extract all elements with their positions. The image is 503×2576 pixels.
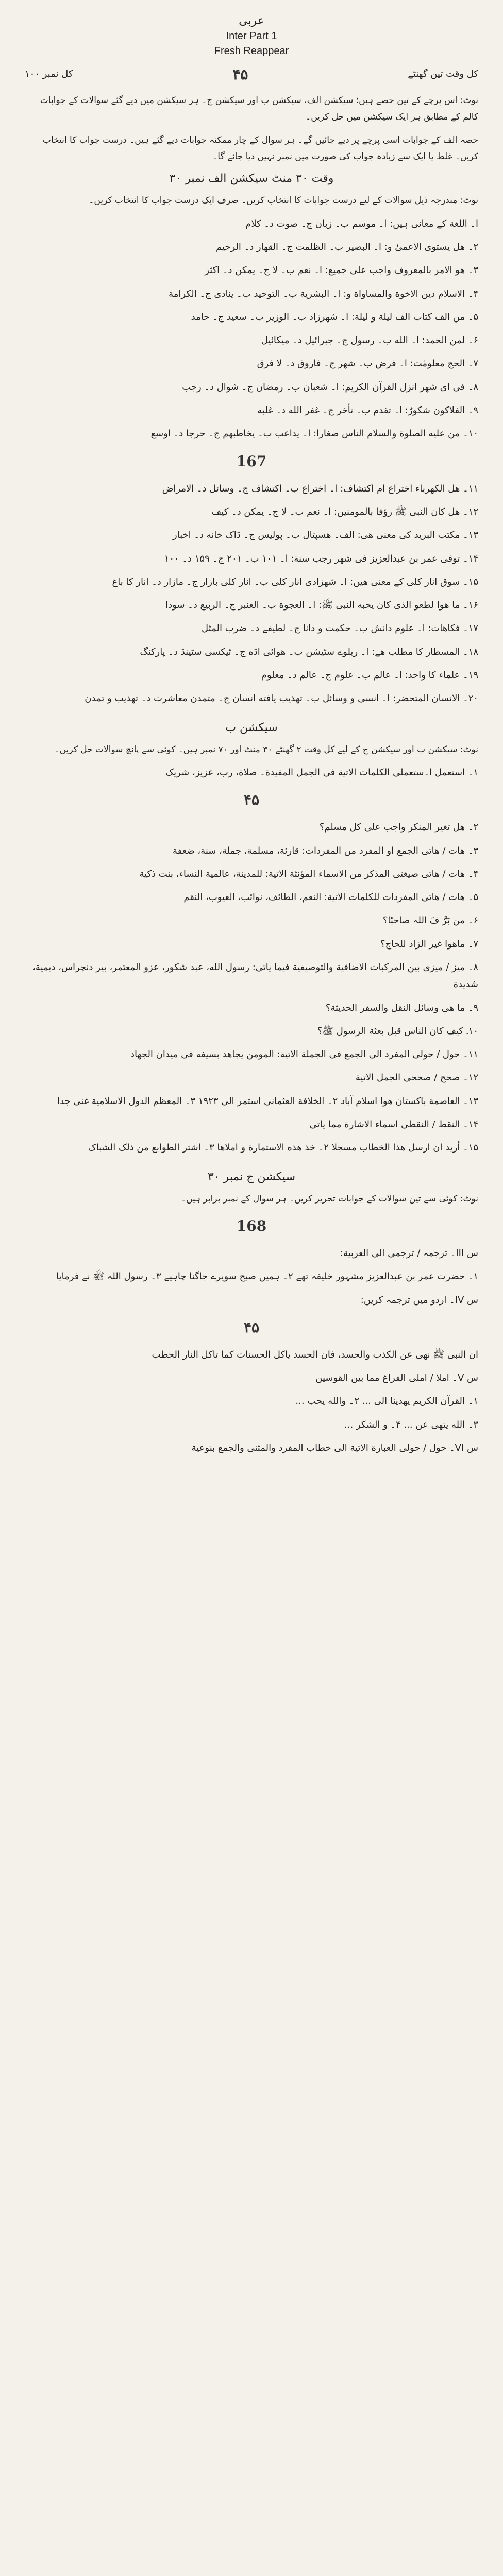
question-a1: ا۔ اللغة کے معانی ہیں: ا۔ موسم ب۔ زبان ج۔ صوت د۔ کلام <box>245 218 478 229</box>
question-c2: ۱۔ حضرت عمر بن عبدالعزیز مشہور خلیفہ تھے ۲۔ ہمیں صبح سویرے جاگنا چاہیے ۳۔ رسول اللہ ﷺ نے فرمایا <box>56 1271 478 1282</box>
question-b10: ۱۰۔ کیف کان الناس قبل بعثة الرسول ﷺ؟ <box>317 1025 478 1037</box>
section-b-note: نوٹ: سیکشن ب اور سیکشن ج کے لیے کل وقت ۲ گھنٹے ۳۰ منٹ اور ۷۰ نمبر ہیں۔ کوئی سے پانچ سوالات حل کریں۔ <box>54 744 478 755</box>
section-c-note: نوٹ: کوئی سے تین سوالات کے جوابات تحریر کریں۔ ہر سوال کے نمبر برابر ہیں۔ <box>181 1193 478 1204</box>
question-a20: ۲۰۔ الانسان المتحضر: ا۔ انسی و وسائل ب۔ تهذیب یافته انسان ج۔ متمدن معاشرت د۔ تهذیب و تمدن <box>85 693 478 704</box>
question-a6: ۶۔ لمن الحمد: ا۔ الله ب۔ رسول ج۔ جبرائیل د۔ میکائیل <box>261 335 478 346</box>
question-c3: س IV۔ اردو میں ترجمہ کریں: <box>360 1294 478 1306</box>
question-c1: س III۔ ترجمہ / ترجمی الی العربیة: <box>340 1247 478 1259</box>
question-a11: ۱۱۔ هل الکهرباء اختراع ام اکتشاف: ا۔ اختراع ب۔ اکتشاف ج۔ وسائل د۔ الامراض <box>162 483 478 494</box>
question-a12: ۱۲۔ هل کان النبی ﷺ رؤفا بالمومنین: ا۔ نعم ب۔ لا ج۔ یمکن د۔ کیف <box>211 506 478 517</box>
question-a10: ۱۰۔ من علیه الصلوة والسلام الناس صغارا: ا۔ یداعب ب۔ یخاطبهم ج۔ حرجا د۔ اوسع <box>150 428 478 439</box>
question-c6: ۱۔ القرآن الکریم یهدینا الی ... ۲۔ والله یحب ... <box>295 1396 478 1407</box>
exam-type: Fresh Reappear <box>214 45 289 57</box>
section-a-note: نوٹ: مندرجہ ذیل سوالات کے لیے درست جوابات کا انتخاب کریں۔ صرف ایک درست جواب کا انتخاب کریں۔ <box>89 195 478 206</box>
total-time: کل وقت تین گھنٹے <box>408 69 478 79</box>
question-b11: ۱۱۔ حول / حولی المفرد الی الجمع فی الجملة الاتیة: المومن یجاهد بسیفه فی میدان الجهاد <box>130 1049 478 1060</box>
header-meta <box>25 60 478 88</box>
question-c5: س V۔ املا / املی الفراغ مما بین القوسین <box>315 1372 478 1384</box>
question-b12: ۱۲۔ صحح / صححی الجمل الاتیة <box>355 1072 478 1083</box>
section-a-heading: وقت ۳۰ منٹ سیکشن الف نمبر ۳۰ <box>169 172 334 185</box>
question-b15: ۱۵۔ أرید ان ارسل هذا الخطاب مسجلا ۲۔ خذ هذه الاستمارة و املاها ۳۔ اشتر الطوابع من ذلک الشباک <box>88 1142 478 1154</box>
question-a3: ۳۔ هو الامر بالمعروف واجب علی جمیع: ا۔ نعم ب۔ لا ج۔ یمکن د۔ اکثر <box>205 265 478 276</box>
stamp-2: 167 <box>236 452 267 470</box>
subject-title: عربی <box>239 14 264 27</box>
section-b-heading: سیکشن ب <box>225 721 278 734</box>
question-a18: ۱۸۔ المسطار کا مطلب هے: ا۔ ریلوے سٹیشن ب۔ هوائی اڈه ج۔ ٹیکسی سٹینڈ د۔ پارکنگ <box>140 646 478 657</box>
question-b3: ۳۔ هات / هاتی الجمع او المفرد من المفردات: قارئة، مسلمة، جملة، سنة، ضعفة <box>172 845 478 856</box>
stamp-5: ۴۵ <box>243 1318 260 1336</box>
instruction-1: نوٹ: اس پرچے کے تین حصے ہیں؛ سیکشن الف، سیکشن ب اور سیکشن ج۔ ہر سیکشن میں دیے گئے سوالات کے جوابات کالم کے مطابق ہر ایک سیکشن میں حل کریں۔ <box>40 95 478 123</box>
total-marks: کل نمبر ۱۰۰ <box>25 69 73 79</box>
question-a4: ۴۔ الاسلام دین الاخوة والمساواة و: ا۔ البشریة ب۔ التوحید ب۔ ینادی ج۔ الکرامة <box>169 288 478 299</box>
question-a8: ۸۔ فی ای شهر انزل القرآن الکریم: ا۔ شعبان ب۔ رمضان ج۔ شوال د۔ رجب <box>182 381 478 393</box>
question-a17: ۱۷۔ فکاهات: ا۔ علوم دانش ب۔ حکمت و دانا ج۔ لطیفے د۔ ضرب المثل <box>202 623 478 634</box>
paper-title: Inter Part 1 <box>226 30 277 42</box>
question-c8: س VI۔ حول / حولی العبارة الاتیة الی خطاب المفرد والمثنی والجمع بنوعیة <box>191 1443 478 1454</box>
question-b13: ۱۳۔ العاصمة باکستان هوا اسلام آباد ۲۔ الخلافة العثمانی استمر الی ۱۹۲۳ ۳۔ المعظم الدول الاسلامیة غنی جدا <box>57 1095 478 1107</box>
question-a16: ۱۶۔ ما هوا لطعو الذی کان یحبه النبی ﷺ: ا۔ العجوة ب۔ العنبر ج۔ الربیع د۔ سودا <box>165 600 478 611</box>
question-a2: ۲۔ هل یستوی الاعمیٰ و: ا۔ البصیر ب۔ الظلمت ج۔ القهار د۔ الرحیم <box>215 241 478 252</box>
question-a15: ۱۵۔ سوق انار کلی کے معنی هیں: ا۔ شهزادی انار کلی ب۔ انار کلی بازار ج۔ مازار د۔ انار کا باغ <box>112 576 478 587</box>
stamp-4: 168 <box>236 1217 267 1234</box>
question-b6: ۶۔ من بَرَّ فَ اللہ صاحبًا؟ <box>382 915 478 926</box>
question-a5: ۵۔ من الف کتاب الف لیلة و لیلة: ا۔ شهرزاد ب۔ الوزیر ب۔ سعید ج۔ حامد <box>191 311 478 323</box>
question-a14: ۱۴۔ توفی عمر بن عبدالعزیز فی شهر رجب سنة: ا۔ ۱۰۱ ب۔ ۲۰۱ ج۔ ۱۵۹ د۔ ۱۰۰ <box>164 553 478 564</box>
question-c7: ۳۔ الله یتهی عن ... ۴۔ و الشکر ... <box>344 1419 478 1430</box>
question-b7: ۷۔ ماهوا غیر الزاد للحاج؟ <box>380 938 478 950</box>
question-b4: ۴۔ هات / هاتی صیغتی المذکر من الاسماء المؤنثة الاتیة: للمدینة، عالمیة النساء، بنت ذکیة <box>139 868 478 879</box>
question-a9: ۹۔ الفلاکون شکورٌ: ا۔ تقدم ب۔ تأخر ج۔ غفر الله د۔ غلبه <box>257 405 478 416</box>
stamp-3: ۴۵ <box>243 791 260 809</box>
question-b5: ۵۔ هات / هاتی المفردات للکلمات الاتیة: النعم، الطائف، نوائب، العیوب، النقم <box>183 892 478 903</box>
instruction-2: حصہ الف کے جوابات اسی پرچے پر دیے جائیں گے۔ ہر سوال کے چار ممکنہ جوابات دیے گئے ہیں۔ درست جواب کا انتخاب کریں۔ غلط یا ایک سے زیادہ جواب کی صورت میں نمبر نہیں دیا جائے گا۔ <box>42 134 478 162</box>
question-a13: ۱۳۔ مکتب البرید کی معنی هی: الف۔ هسپتال ب۔ پولیس ج۔ ڈاک خانه د۔ اخبار <box>172 530 478 541</box>
question-a19: ۱۹۔ علماء کا واحد: ا۔ عالم ب۔ علوم ج۔ عالم د۔ معلوم <box>261 670 478 681</box>
stamp-1: ۴۵ <box>232 65 248 83</box>
question-c4: ان النبی ﷺ نهی عن الکذب والحسد، فان الحسد یاکل الحسنات کما تاکل النار الحطب <box>152 1349 478 1360</box>
question-b9: ۹۔ ما هی وسائل النقل والسفر الحدیثة؟ <box>325 1002 478 1013</box>
question-a7: ۷۔ الحج معلومٰت: ا۔ فرض ب۔ شهر ج۔ فاروق د۔ لا فرق <box>257 358 478 369</box>
question-b2: ۲۔ هل تغیر المنکر واجب علی کل مسلم؟ <box>319 822 478 833</box>
section-c-heading: سیکشن ج نمبر ۳۰ <box>207 1170 296 1183</box>
question-b8: ۸۔ میز / میزی بین المرکبات الاضافیة والتوصیفیة فیما یاتی: رسول الله، عبد شکور، عزو المعتمر، بیر دنچراس، دیمیة، شدیدة <box>32 961 478 990</box>
question-b14: ۱۴۔ النقط / النقطی اسماء الاشارة مما یاتی <box>309 1119 478 1130</box>
question-b1: ۱۔ استعمل ا۔ستعملی الکلمات الاتیة فی الجمل المفیدة۔ صلاة، رب، عزیز، شریک <box>165 767 478 778</box>
